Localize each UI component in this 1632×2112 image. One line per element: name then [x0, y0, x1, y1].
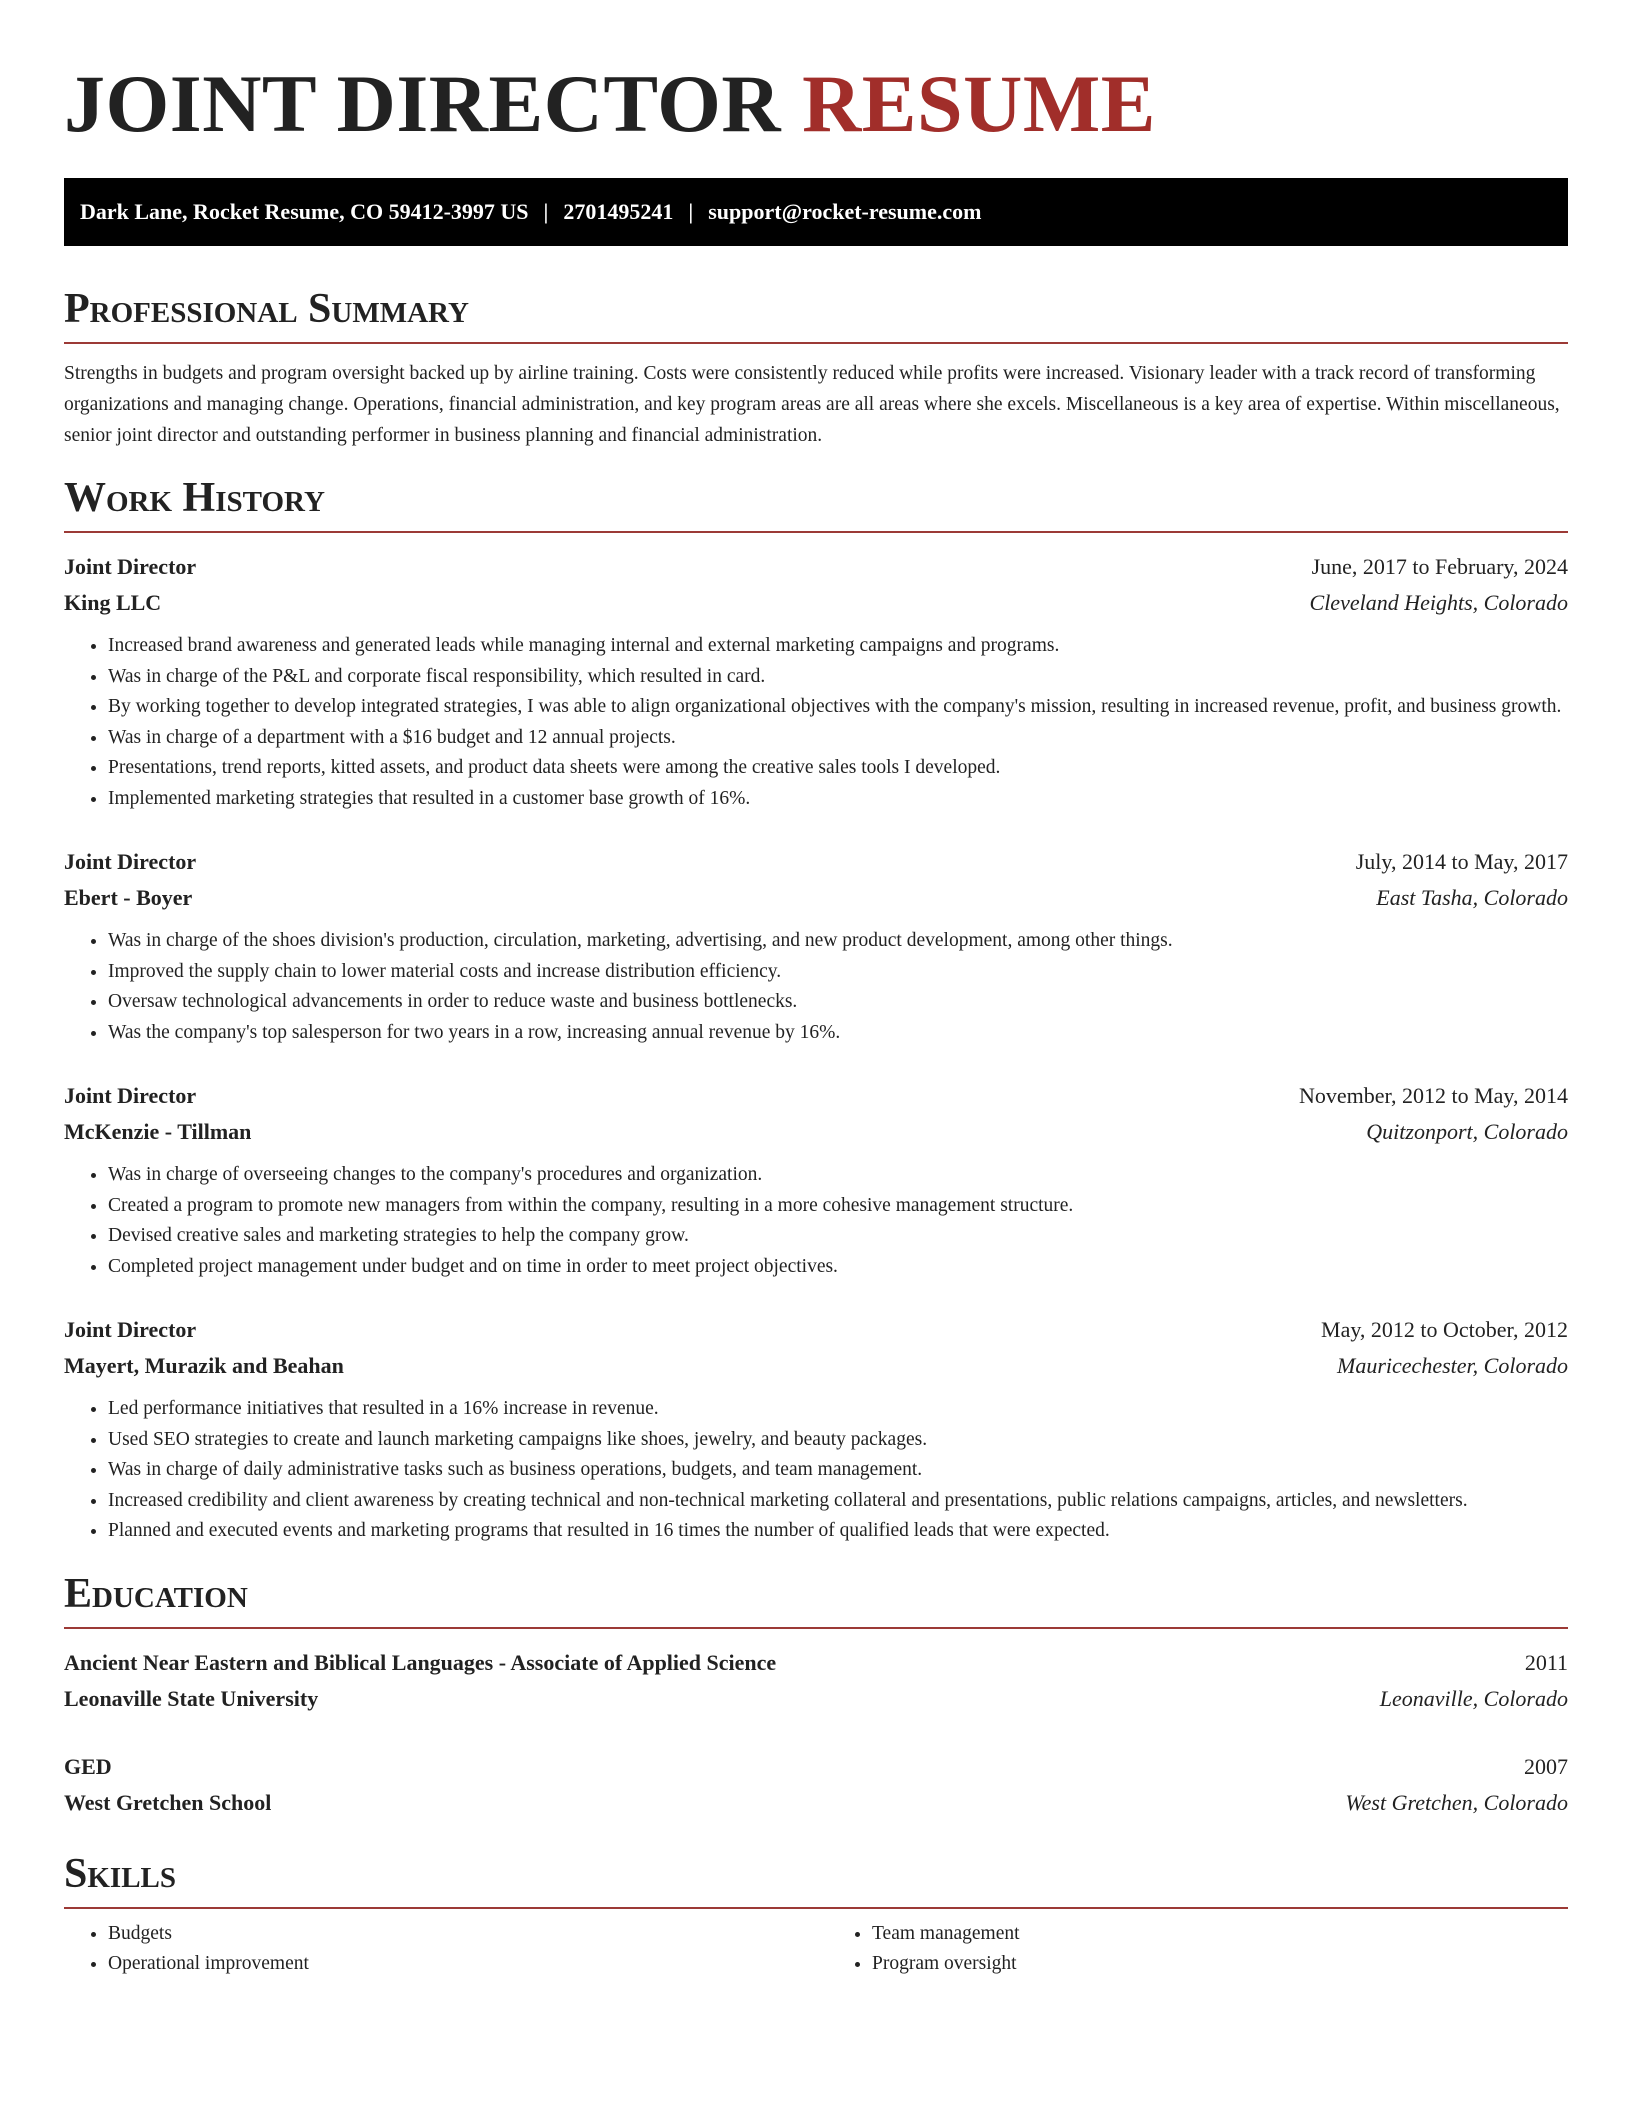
- education-degree: GED: [64, 1753, 112, 1779]
- job-bullets: [64, 926, 1568, 1048]
- education-degree-row: [64, 1645, 1568, 1681]
- job-title: Joint Director: [64, 1317, 197, 1342]
- skills-list-left: [64, 1919, 804, 1980]
- education-school: Leonaville State University: [64, 1685, 319, 1711]
- education-year: 2011: [1524, 1649, 1568, 1675]
- contact-address: Dark Lane, Rocket Resume, CO 59412-3997 US: [80, 199, 529, 224]
- job-bullets: [64, 1160, 1568, 1282]
- job-bullets: [64, 631, 1568, 814]
- skill-item: • Operational improvement: [108, 1949, 804, 1980]
- job-location: Mauricechester, Colorado: [1337, 1353, 1568, 1378]
- list-item: • Created a program to promote new managers from within the company, resulting in a more cohesive management structure.: [108, 1191, 1568, 1222]
- list-item: • Planned and executed events and marketing programs that resulted in 16 times the number of qualified leads that were expected.: [108, 1516, 1568, 1547]
- education-school-row: [64, 1785, 1568, 1821]
- job-header-row: [64, 1078, 1568, 1114]
- skill-item: • Program oversight: [872, 1949, 1568, 1980]
- work-history-heading: Work History: [64, 475, 325, 521]
- job-entry: [64, 844, 1568, 1048]
- education-degree-row: [64, 1749, 1568, 1785]
- summary-heading: Professional Summary: [64, 286, 469, 332]
- job-location: East Tasha, Colorado: [1376, 885, 1568, 910]
- education-entry: [64, 1645, 1568, 1717]
- job-bullets: [64, 1394, 1568, 1547]
- list-item: • Was in charge of the shoes division's production, circulation, marketing, advertising, and new product development, among other things.: [108, 926, 1568, 957]
- contact-separator: |: [688, 199, 694, 224]
- education-location: Leonaville, Colorado: [1379, 1685, 1568, 1711]
- job-dates: June, 2017 to February, 2024: [1311, 554, 1568, 579]
- job-location: Cleveland Heights, Colorado: [1309, 590, 1568, 615]
- job-entry: [64, 1078, 1568, 1282]
- job-company: Mayert, Murazik and Beahan: [64, 1353, 344, 1378]
- section-divider: [64, 1907, 1568, 1909]
- list-item: • Was in charge of the P&L and corporate fiscal responsibility, which resulted in card.: [108, 662, 1568, 693]
- job-company-row: [64, 880, 1568, 916]
- job-company-row: [64, 1348, 1568, 1384]
- section-divider: [64, 342, 1568, 344]
- list-item: • Used SEO strategies to create and launch marketing campaigns like shoes, jewelry, and beauty packages.: [108, 1425, 1568, 1456]
- contact-email[interactable]: support@rocket-resume.com: [708, 199, 982, 224]
- list-item: • Was in charge of a department with a $16 budget and 12 annual projects.: [108, 723, 1568, 754]
- list-item: • Improved the supply chain to lower material costs and increase distribution efficiency.: [108, 957, 1568, 988]
- list-item: • Was in charge of overseeing changes to the company's procedures and organization.: [108, 1160, 1568, 1191]
- education-school-row: [64, 1681, 1568, 1717]
- contact-bar: [64, 178, 1568, 246]
- job-company: Ebert - Boyer: [64, 885, 193, 910]
- job-dates: July, 2014 to May, 2017: [1355, 849, 1568, 874]
- list-item: • Oversaw technological advancements in order to reduce waste and business bottlenecks.: [108, 987, 1568, 1018]
- list-item: • Presentations, trend reports, kitted assets, and product data sheets were among the creative sales tools I developed.: [108, 753, 1568, 784]
- education-location: West Gretchen, Colorado: [1345, 1789, 1568, 1815]
- education-year: 2007: [1524, 1753, 1568, 1779]
- education-school: West Gretchen School: [64, 1789, 272, 1815]
- education-section: [64, 1569, 1568, 1821]
- title-accent: RESUME: [802, 58, 1156, 149]
- list-item: • Devised creative sales and marketing strategies to help the company grow.: [108, 1221, 1568, 1252]
- job-dates: November, 2012 to May, 2014: [1299, 1083, 1568, 1108]
- skills-list-right: [828, 1919, 1568, 1980]
- list-item: • Led performance initiatives that resulted in a 16% increase in revenue.: [108, 1394, 1568, 1425]
- work-history-section: [64, 473, 1568, 1547]
- section-divider: [64, 1627, 1568, 1629]
- list-item: • Was in charge of daily administrative tasks such as business operations, budgets, and team management.: [108, 1455, 1568, 1486]
- summary-text: Strengths in budgets and program oversight backed up by airline training. Costs were consistently reduced while profits were increased. Visionary leader with a track record of transforming organizations and managing change. Operations, financial administration, and key program areas are all areas where she excels. Miscellaneous is a key area of expertise. Within miscellaneous, senior joint director and outstanding performer in business planning and financial administration.: [64, 363, 1560, 446]
- job-title: Joint Director: [64, 1083, 197, 1108]
- list-item: • Was the company's top salesperson for two years in a row, increasing annual revenue by 16%.: [108, 1018, 1568, 1049]
- contact-phone[interactable]: 2701495241: [563, 199, 674, 224]
- skill-item: • Budgets: [108, 1919, 804, 1950]
- resume-title: [64, 0, 1568, 152]
- education-heading: Education: [64, 1570, 248, 1617]
- skill-item: • Team management: [872, 1919, 1568, 1950]
- list-item: • Implemented marketing strategies that resulted in a customer base growth of 16%.: [108, 784, 1568, 815]
- list-item: • By working together to develop integrated strategies, I was able to align organizational objectives with the company's mission, resulting in increased revenue, profit, and business growth.: [108, 692, 1568, 723]
- title-main: JOINT DIRECTOR: [64, 58, 782, 149]
- list-item: • Completed project management under budget and on time in order to meet project objectives.: [108, 1252, 1568, 1283]
- job-header-row: [64, 1312, 1568, 1348]
- job-entry: [64, 1312, 1568, 1547]
- list-item: • Increased credibility and client awareness by creating technical and non-technical marketing collateral and presentations, public relations campaigns, articles, and newsletters.: [108, 1486, 1568, 1517]
- job-entry: [64, 549, 1568, 814]
- job-header-row: [64, 844, 1568, 880]
- summary-section: [64, 284, 1568, 451]
- job-company: King LLC: [64, 590, 162, 615]
- skills-section: [64, 1849, 1568, 1980]
- education-degree: Ancient Near Eastern and Biblical Languages - Associate of Applied Science: [64, 1649, 777, 1675]
- job-company-row: [64, 1114, 1568, 1150]
- contact-separator: |: [543, 199, 549, 224]
- job-title: Joint Director: [64, 849, 197, 874]
- job-company: McKenzie - Tillman: [64, 1119, 252, 1144]
- list-item: • Increased brand awareness and generated leads while managing internal and external marketing campaigns and programs.: [108, 631, 1568, 662]
- job-company-row: [64, 585, 1568, 621]
- job-header-row: [64, 549, 1568, 585]
- section-divider: [64, 531, 1568, 533]
- job-location: Quitzonport, Colorado: [1366, 1119, 1568, 1144]
- skills-grid: [64, 1919, 1568, 1980]
- education-entry: [64, 1749, 1568, 1821]
- job-title: Joint Director: [64, 554, 197, 579]
- job-dates: May, 2012 to October, 2012: [1321, 1317, 1568, 1342]
- skills-heading: Skills: [64, 1850, 177, 1897]
